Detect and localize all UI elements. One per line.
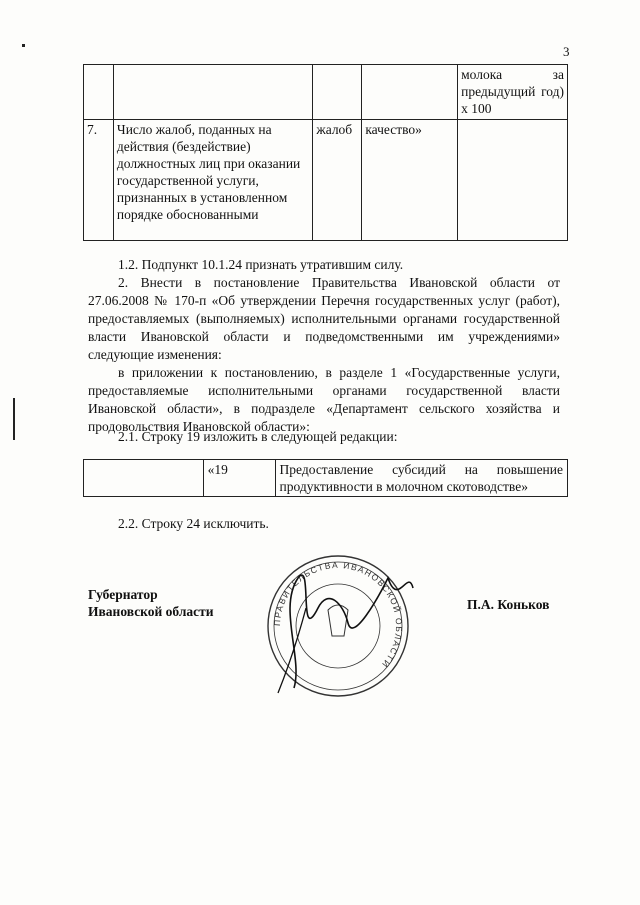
indicator-cell: Число жалоб, поданных на действия (бездействие) должностных лиц при оказании государственной услуги, признанных в установленном порядке обоснованными (113, 120, 312, 241)
indicator-cell (113, 65, 312, 120)
empty-cell (84, 460, 204, 497)
table-row (84, 120, 568, 241)
service-name-cell: Предоставление субсидий на повышение продуктивности в молочном скотоводстве» (275, 460, 567, 497)
formula-cell: молока за предыдущий год) х 100 (458, 65, 568, 120)
amendment-table (83, 459, 568, 497)
position-line-1: Губернатор (88, 587, 158, 602)
category-cell: качество» (362, 120, 458, 241)
scan-artifact-dot (22, 44, 25, 47)
unit-cell: жалоб (313, 120, 362, 241)
unit-cell (313, 65, 362, 120)
paragraph-2-2: 2.2. Строку 24 исключить. (118, 516, 269, 531)
paragraph-annex: в приложении к постановлению, в разделе 1 «Государственные услуги, предоставляемые исполнительными органами государственной власти Ивановской области», в подразделе «Департамент сельского хозяйства и продовольствия Ивановской области»: (88, 365, 560, 434)
paragraph-2-1: 2.1. Строку 19 изложить в следующей редакции: (118, 429, 398, 444)
row-number-cell: «19 (203, 460, 275, 497)
table-row (84, 460, 568, 497)
signatory-name: П.А. Коньков (467, 597, 550, 612)
signatory-position (88, 586, 214, 620)
row-number-cell (84, 65, 114, 120)
position-line-2: Ивановской области (88, 604, 214, 619)
row-number-cell: 7. (84, 120, 114, 241)
page-number: 3 (563, 44, 570, 59)
official-seal (258, 548, 418, 698)
seal-text: ПРАВИТЕЛЬСТВА ИВАНОВСКОЙ ОБЛАСТИ (271, 559, 405, 671)
paragraph-1-2: 1.2. Подпункт 10.1.24 признать утратившим силу. (118, 257, 404, 272)
table-row (84, 65, 568, 120)
scan-artifact-line (13, 398, 15, 440)
indicators-table (83, 64, 568, 241)
paragraph-2: 2. Внести в постановление Правительства Ивановской области от 27.06.2008 № 170-п «Об утверждении Перечня государственных услуг (работ), предоставляемых (выполняемых) исполнительными органами государственной власти Ивановской области и подведомственными им учреждениями» следующие изменения: (88, 275, 560, 362)
formula-cell (458, 120, 568, 241)
category-cell (362, 65, 458, 120)
